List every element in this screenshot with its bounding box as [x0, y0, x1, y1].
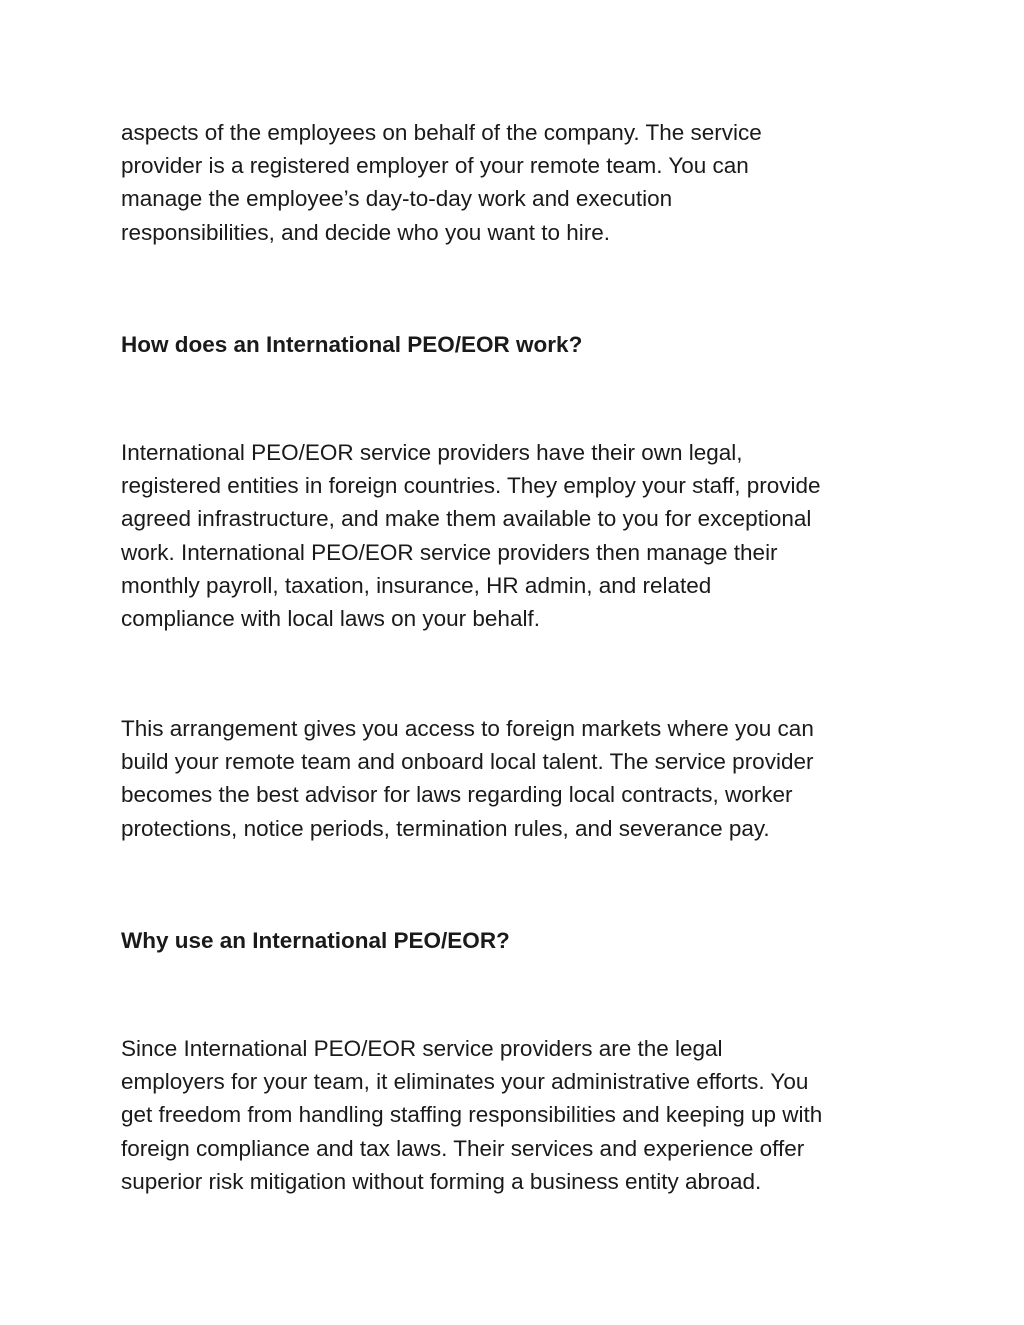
text-line: This arrangement gives you access to foreign markets where you can: [121, 716, 814, 741]
text-line: superior risk mitigation without forming a business entity abroad.: [121, 1168, 762, 1194]
text-line: agreed infrastructure, and make them available to you for exceptional: [121, 506, 812, 532]
text-line: build your remote team and onboard local talent. The service provider: [121, 749, 814, 775]
text-line: responsibilities, and decide who you want to hire.: [121, 219, 611, 245]
text-line: manage the employee’s day-to-day work and execution: [121, 186, 673, 212]
text-line: becomes the best advisor for laws regarding local contracts, worker: [121, 782, 793, 808]
text-line: aspects of the employees on behalf of the company. The service: [121, 120, 762, 145]
text-line: compliance with local laws on your behalf.: [121, 606, 540, 632]
paragraph-how-it-works: [121, 436, 821, 635]
text-line: work. International PEO/EOR service providers then manage their: [121, 539, 778, 565]
section-heading-how-it-works: How does an International PEO/EOR work?: [121, 332, 583, 357]
text-line: employers for your team, it eliminates your administrative efforts. You: [121, 1069, 809, 1095]
text-line: registered entities in foreign countries. They employ your staff, provide: [121, 473, 821, 499]
text-line: International PEO/EOR service providers have their own legal,: [121, 440, 743, 465]
paragraph-arrangement: [121, 712, 814, 845]
text-line: Since International PEO/EOR service providers are the legal: [121, 1036, 723, 1061]
paragraph-intro: [121, 116, 762, 249]
text-line: provider is a registered employer of your remote team. You can: [121, 153, 749, 179]
text-line: get freedom from handling staffing responsibilities and keeping up with: [121, 1102, 823, 1128]
paragraph-why-use: [121, 1032, 822, 1198]
text-line: protections, notice periods, termination rules, and severance pay.: [121, 815, 770, 841]
text-line: foreign compliance and tax laws. Their services and experience offer: [121, 1135, 805, 1161]
section-heading-why-use: Why use an International PEO/EOR?: [121, 928, 510, 953]
text-line: monthly payroll, taxation, insurance, HR admin, and related: [121, 572, 712, 598]
